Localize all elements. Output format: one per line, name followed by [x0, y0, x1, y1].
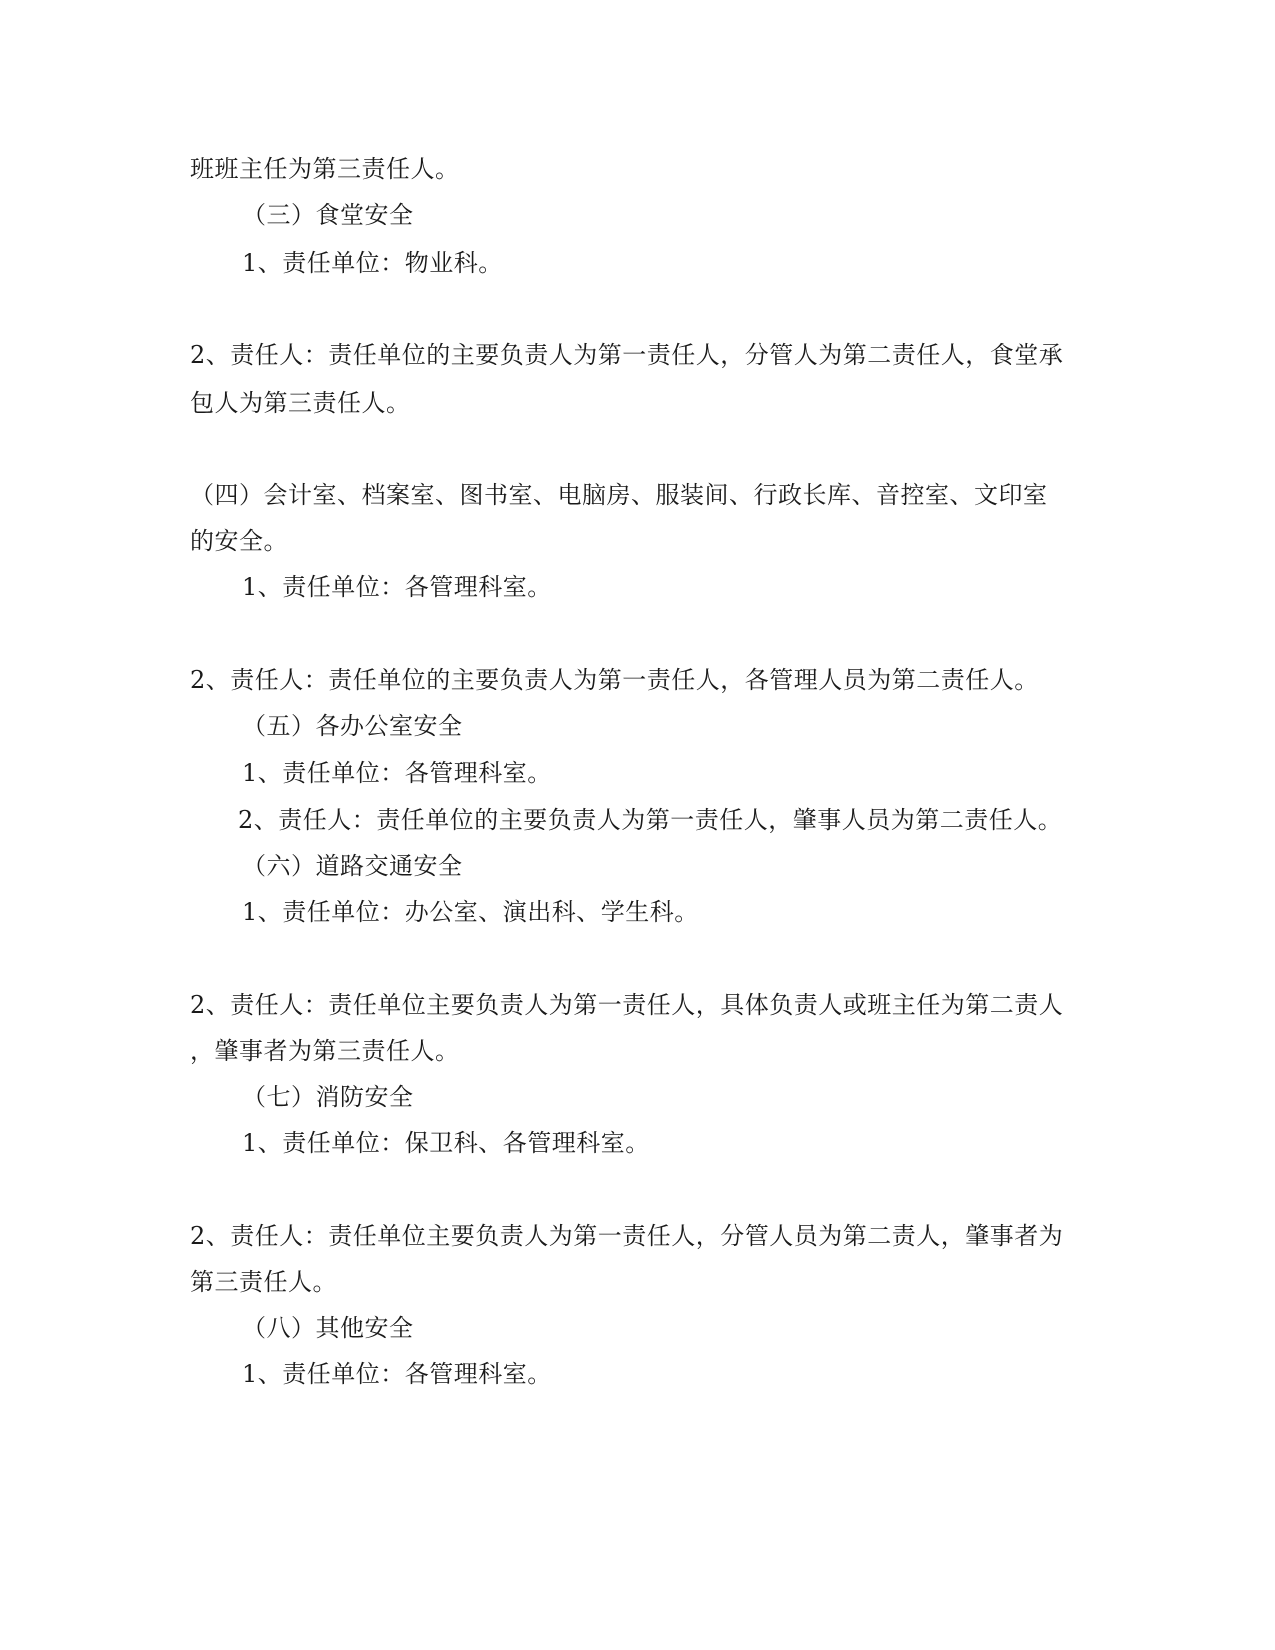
section-heading-rooms: （四）会计室、档案室、图书室、电脑房、服装间、行政长库、音控室、文印室 — [190, 481, 1048, 509]
section-heading-fire: （七）消防安全 — [242, 1083, 414, 1111]
text-line-9: 2、责任人：责任单位的主要负责人为第一责任人，各管理人员为第二责任人。 — [190, 666, 1039, 694]
section-heading-offices: （五）各办公室安全 — [242, 712, 463, 740]
text-line-19: 2、责任人：责任单位主要负责人为第一责任人，分管人员为第二责人，肇事者为 — [190, 1222, 1064, 1250]
text-line-5: 包人为第三责任人。 — [190, 389, 411, 417]
text-line-3: 1、责任单位：物业科。 — [242, 249, 503, 277]
text-line-8: 1、责任单位：各管理科室。 — [242, 573, 552, 601]
text-line-11: 1、责任单位：各管理科室。 — [242, 759, 552, 787]
text-line-16: ，肇事者为第三责任人。 — [190, 1037, 460, 1065]
text-line-20: 第三责任人。 — [190, 1268, 337, 1296]
text-line-15: 2、责任人：责任单位主要负责人为第一责任人，具体负责人或班主任为第二责人 — [190, 991, 1064, 1019]
section-heading-traffic: （六）道路交通安全 — [242, 852, 463, 880]
text-line-4: 2、责任人：责任单位的主要负责人为第一责任人，分管人为第二责任人，食堂承 — [190, 341, 1064, 369]
text-line-22: 1、责任单位：各管理科室。 — [242, 1360, 552, 1388]
section-heading-other: （八）其他安全 — [242, 1314, 414, 1342]
text-line-12: 2、责任人：责任单位的主要负责人为第一责任人，肇事人员为第二责任人。 — [238, 806, 1063, 834]
text-line-1: 班班主任为第三责任人。 — [190, 155, 460, 183]
text-line-18: 1、责任单位：保卫科、各管理科室。 — [242, 1129, 650, 1157]
section-heading-canteen: （三）食堂安全 — [242, 201, 414, 229]
text-line-14: 1、责任单位：办公室、演出科、学生科。 — [242, 898, 699, 926]
text-line-7: 的安全。 — [190, 527, 288, 555]
